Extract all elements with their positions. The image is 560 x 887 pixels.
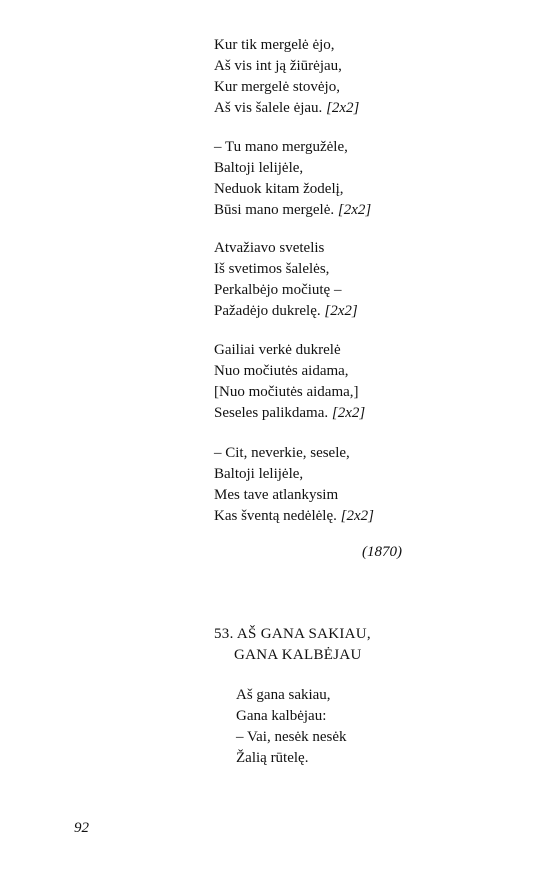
verse-line: Kur mergelė stovėjo, bbox=[214, 79, 340, 95]
stanza-2 bbox=[214, 137, 371, 221]
song-heading-line-2: GANA KALBĖJAU bbox=[234, 647, 362, 663]
verse-line bbox=[214, 506, 374, 527]
refrain-marker: [2x2] bbox=[326, 100, 360, 116]
verse-text: Kas šventą nedėlėlę. bbox=[214, 508, 337, 524]
stanza-4 bbox=[214, 340, 365, 424]
verse-line: Atvažiavo svetelis bbox=[214, 240, 325, 256]
verse-line: Aš gana sakiau, bbox=[236, 687, 331, 703]
verse-line: Iš svetimos šalelės, bbox=[214, 261, 330, 277]
refrain-marker: [2x2] bbox=[337, 202, 372, 218]
verse-line: Baltoji lelijėle, bbox=[214, 160, 304, 176]
recording-year: (1870) bbox=[362, 544, 402, 560]
verse-line: Gana kalbėjau: bbox=[236, 708, 327, 724]
refrain-marker: [2x2] bbox=[331, 405, 366, 421]
stanza-5 bbox=[214, 443, 374, 527]
verse-text: Būsi mano mergelė. bbox=[214, 202, 335, 218]
song-heading bbox=[214, 624, 371, 666]
verse-line: Perkalbėjo močiutę – bbox=[214, 282, 342, 298]
song-heading-line-1: 53. AŠ GANA SAKIAU, bbox=[214, 626, 371, 642]
verse-line: Žalią rūtelę. bbox=[236, 750, 309, 766]
verse-text: Aš vis šalele ėjau. bbox=[214, 100, 323, 116]
verse-line: Kur tik mergelė ėjo, bbox=[214, 37, 335, 53]
verse-line bbox=[214, 403, 365, 424]
verse-line: Gailiai verkė dukrelė bbox=[214, 342, 341, 358]
song-53-stanza-1 bbox=[236, 685, 347, 769]
verse-text: Seseles palikdama. bbox=[214, 405, 329, 421]
refrain-marker: [2x2] bbox=[324, 303, 358, 319]
stanza-1 bbox=[214, 35, 359, 119]
verse-line bbox=[214, 301, 358, 322]
stanza-3 bbox=[214, 238, 358, 322]
verse-line bbox=[214, 200, 371, 221]
verse-line: – Vai, nesėk nesėk bbox=[236, 729, 347, 745]
verse-line: – Tu mano mergužėle, bbox=[214, 139, 348, 155]
page-number: 92 bbox=[74, 820, 89, 836]
refrain-marker: [2x2] bbox=[340, 508, 374, 524]
verse-line: Baltoji lelijėle, bbox=[214, 466, 304, 482]
verse-line bbox=[214, 98, 359, 119]
verse-line: Nuo močiutės aidama, bbox=[214, 363, 349, 379]
verse-line: – Cit, neverkie, sesele, bbox=[214, 445, 350, 461]
verse-line: Neduok kitam žodelį, bbox=[214, 181, 344, 197]
verse-text: Pažadėjo dukrelę. bbox=[214, 303, 321, 319]
verse-line: Mes tave atlankysim bbox=[214, 487, 339, 503]
verse-line: Aš vis int ją žiūrėjau, bbox=[214, 58, 342, 74]
verse-line: [Nuo močiutės aidama,] bbox=[214, 384, 359, 400]
